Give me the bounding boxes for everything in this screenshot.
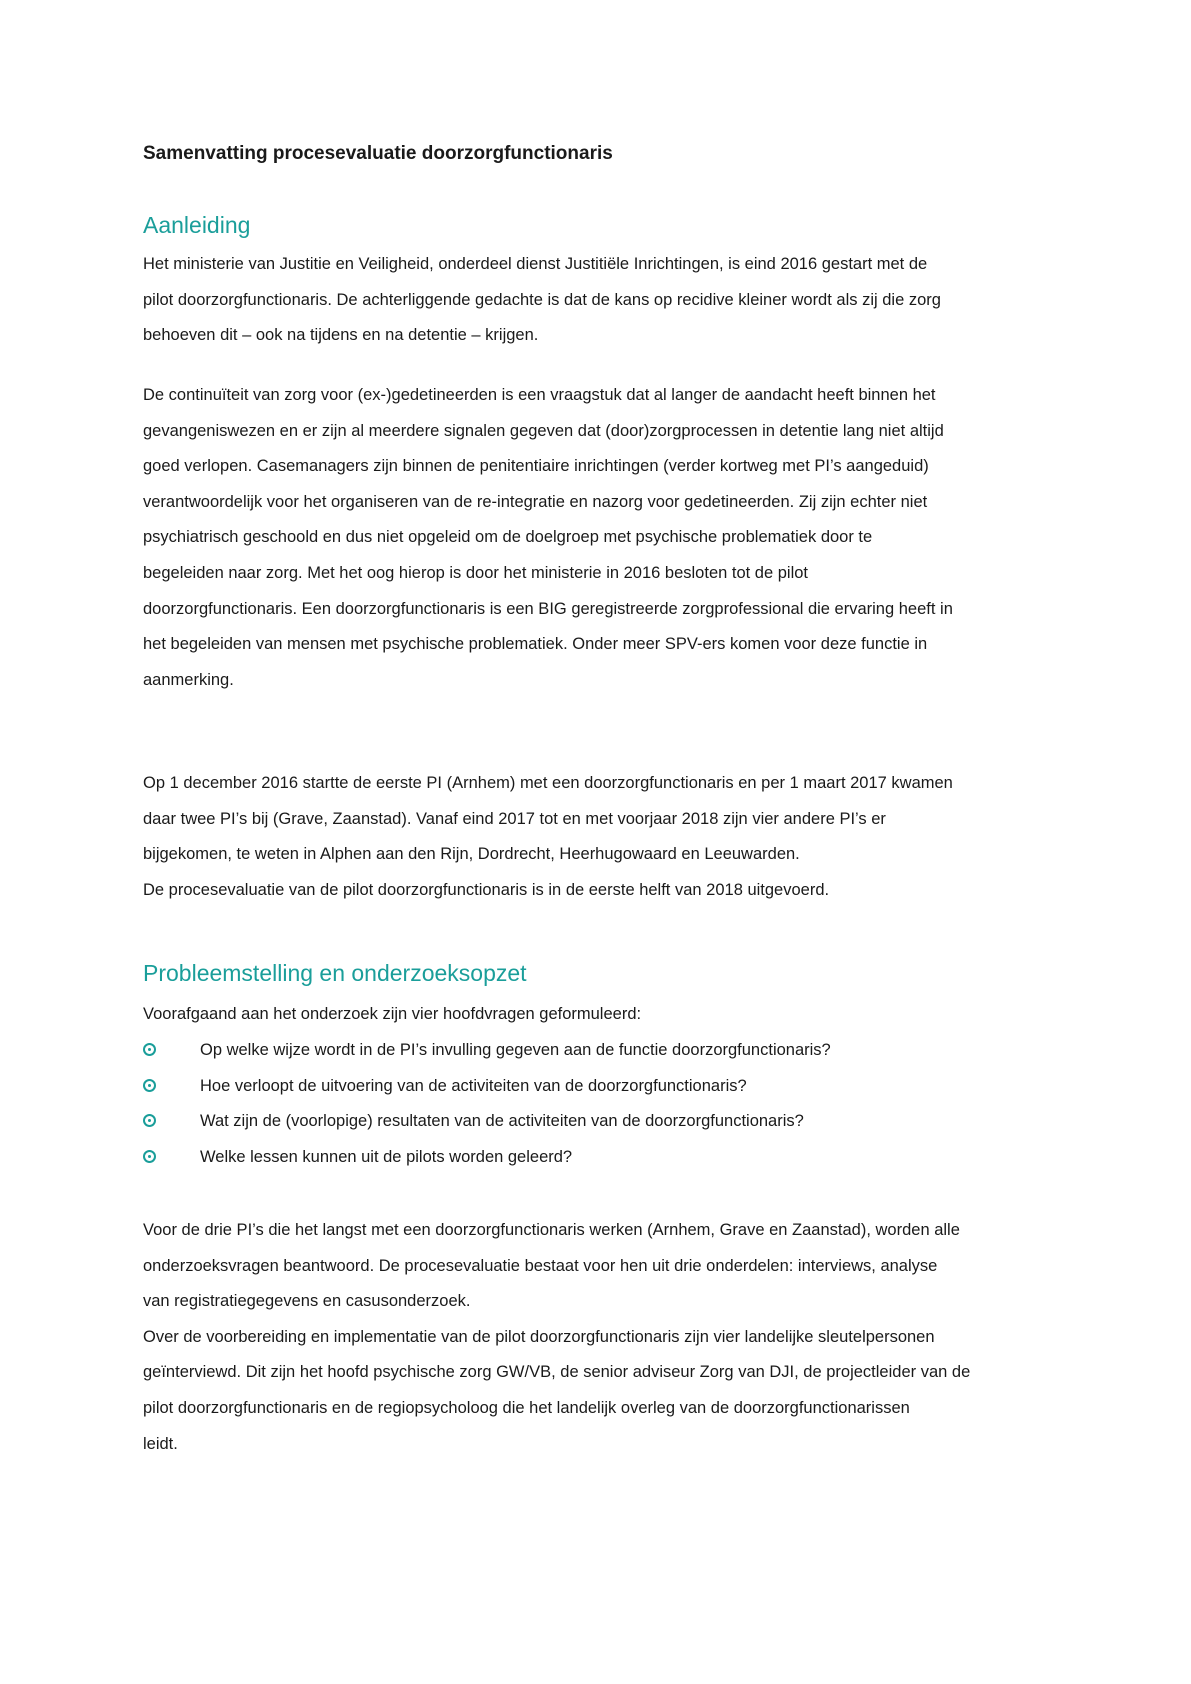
paragraph-intro [143, 997, 1063, 1033]
list-item-text: Op welke wijze wordt in de PI’s invulling gegeven aan de functie doorzorgfunctionaris? [200, 1041, 831, 1059]
list-item-text: Wat zijn de (voorlopige) resultaten van de activiteiten van de doorzorgfunctionaris? [200, 1112, 804, 1131]
circle-dot-icon [143, 1150, 156, 1163]
paragraph-aanleiding-2 [143, 378, 1063, 698]
text-line: gevangeniswezen en er zijn al meerdere signalen gegeven dat (door)zorgprocessen in detentie lang niet altijd [143, 421, 944, 440]
section-heading-aanleiding: Aanleiding [143, 212, 251, 238]
text-line: pilot doorzorgfunctionaris. De achterliggende gedachte is dat de kans op recidive kleiner wordt als zij die zorg [143, 290, 941, 309]
text-line: leidt. [143, 1434, 178, 1453]
text-line: onderzoeksvragen beantwoord. De procesevaluatie bestaat voor hen uit drie onderdelen: interviews, analyse [143, 1256, 938, 1275]
text-line: bijgekomen, te weten in Alphen aan den Rijn, Dordrecht, Heerhugowaard en Leeuwarden. [143, 845, 800, 864]
text-line: geïnterviewd. Dit zijn het hoofd psychische zorg GW/VB, de senior adviseur Zorg van DJI, de projectleider van de [143, 1363, 971, 1382]
circle-dot-icon [143, 1079, 156, 1092]
document-title: Samenvatting procesevaluatie doorzorgfunctionaris [143, 143, 613, 164]
text-line: doorzorgfunctionaris. Een doorzorgfunctionaris is een BIG geregistreerde zorgprofessional die ervaring heeft in [143, 599, 953, 618]
text-line: behoeven dit – ook na tijdens en na detentie – krijgen. [143, 326, 539, 345]
text-line: goed verlopen. Casemanagers zijn binnen de penitentiaire inrichtingen (verder kortweg met PI’s aangeduid) [143, 457, 929, 476]
text-line: van registratiegegevens en casusonderzoek. [143, 1292, 471, 1311]
text-line: begeleiden naar zorg. Met het oog hierop is door het ministerie in 2016 besloten tot de pilot [143, 563, 809, 582]
circle-dot-icon [143, 1043, 156, 1056]
text-line: daar twee PI’s bij (Grave, Zaanstad). Vanaf eind 2017 tot en met voorjaar 2018 zijn vier andere PI’s er [143, 809, 886, 828]
text-line: aanmerking. [143, 670, 234, 689]
text-line: Voorafgaand aan het onderzoek zijn vier hoofdvragen geformuleerd: [143, 1005, 642, 1023]
text-line: Voor de drie PI’s die het langst met een doorzorgfunctionaris werken (Arnhem, Grave en Zaanstad), worden alle [143, 1221, 960, 1239]
paragraph-probleemstelling-1 [143, 1213, 1063, 1462]
text-line: psychiatrisch geschoold en dus niet opgeleid om de doelgroep met psychische problematiek door te [143, 528, 873, 547]
circle-dot-icon [143, 1114, 156, 1127]
text-line: Over de voorbereiding en implementatie van de pilot doorzorgfunctionaris zijn vier landelijke sleutelpersonen [143, 1327, 935, 1346]
text-line: Op 1 december 2016 startte de eerste PI (Arnhem) met een doorzorgfunctionaris en per 1 maart 2017 kwamen [143, 774, 953, 792]
list-item-text: Welke lessen kunnen uit de pilots worden geleerd? [200, 1147, 573, 1166]
list-item-text: Hoe verloopt de uitvoering van de activiteiten van de doorzorgfunctionaris? [200, 1076, 747, 1095]
paragraph-aanleiding-3 [143, 766, 1063, 908]
text-line: pilot doorzorgfunctionaris en de regiopsycholoog die het landelijk overleg van de doorzorgfunctionarissen [143, 1398, 910, 1417]
paragraph-aanleiding-1 [143, 247, 1063, 354]
section-heading-probleemstelling: Probleemstelling en onderzoeksopzet [143, 960, 527, 986]
text-line: Het ministerie van Justitie en Veiligheid, onderdeel dienst Justitiële Inrichtingen, is eind 2016 gestart met de [143, 255, 928, 273]
text-line: het begeleiden van mensen met psychische problematiek. Onder meer SPV-ers komen voor deze functie in [143, 635, 928, 654]
text-line: De continuïteit van zorg voor (ex-)gedetineerden is een vraagstuk dat al langer de aandacht heeft binnen het [143, 386, 936, 404]
text-line: verantwoordelijk voor het organiseren van de re-integratie en nazorg voor gedetineerden. Zij zijn echter niet [143, 492, 928, 511]
text-line: De procesevaluatie van de pilot doorzorgfunctionaris is in de eerste helft van 2018 uitgevoerd. [143, 880, 830, 899]
